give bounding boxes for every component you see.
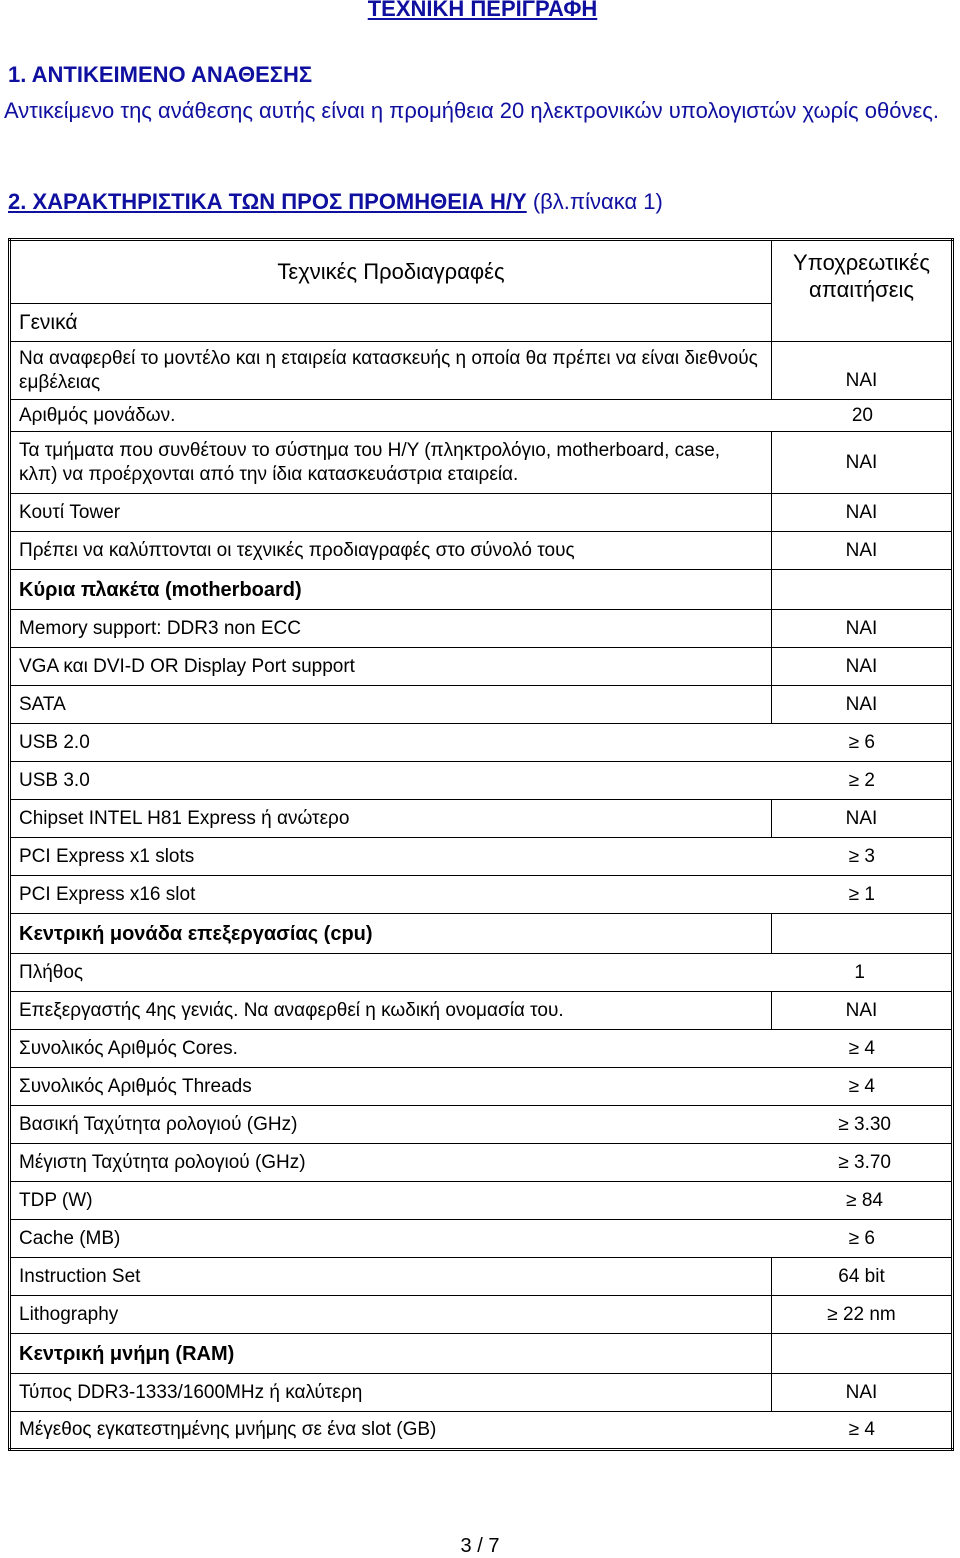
table-row-value: ΝΑΙ [772, 686, 953, 724]
table-row-label: Κουτί Tower [10, 494, 772, 532]
header-spec: Τεχνικές Προδιαγραφές [10, 240, 772, 304]
table-row-label: Μέγιστη Ταχύτητα ρολογιού (GHz) [19, 1151, 306, 1173]
table-row-merged [10, 1220, 953, 1258]
section2-heading-title: 2. ΧΑΡΑΚΤΗΡΙΣΤΙΚΑ ΤΩΝ ΠΡΟΣ ΠΡΟΜΗΘΕΙΑ Η/Υ [8, 189, 527, 214]
table-row-value: 1 [854, 961, 865, 983]
table-row-value: ΝΑΙ [772, 992, 953, 1030]
table-section-label: Κεντρική μνήμη (RAM) [10, 1334, 772, 1374]
spec-table [8, 238, 954, 1451]
section2-heading-ref: (βλ.πίνακα 1) [526, 189, 663, 214]
table-row-label: TDP (W) [19, 1189, 93, 1211]
table-row-value [772, 1334, 953, 1374]
table-section-label: Κύρια πλακέτα (motherboard) [10, 570, 772, 610]
table-row-label: Μέγεθος εγκατεστημένης μνήμης σε ένα slot (GB) [19, 1419, 437, 1440]
table-row-value: ≥ 3 [848, 845, 875, 867]
table-row-value: ΝΑΙ [772, 800, 953, 838]
section1-heading: 1. ΑΝΤΙΚΕΙΜΕΝΟ ΑΝΑΘΕΣΗΣ [8, 62, 313, 87]
table-row-value: ≥ 84 [846, 1189, 883, 1211]
table-row-label: PCI Express x16 slot [19, 883, 196, 905]
table-row-value: ΝΑΙ [772, 532, 953, 570]
table-row-value: ΝΑΙ [772, 494, 953, 532]
table-row-value: 20 [851, 404, 873, 426]
table-row-label: USB 3.0 [19, 769, 90, 791]
table-row-label: Βασική Ταχύτητα ρολογιού (GHz) [19, 1113, 298, 1135]
table-row-value: ΝΑΙ [772, 342, 953, 400]
table-row-merged [10, 1182, 953, 1220]
table-row-label: Τύπος DDR3-1333/1600MHz ή καλύτερη [10, 1374, 772, 1412]
table-row-label: Συνολικός Αριθμός Cores. [19, 1037, 238, 1059]
table-row-label: Αριθμός μονάδων. [19, 404, 176, 426]
table-row-merged [10, 1412, 953, 1450]
table-row-value: ≥ 3.70 [838, 1151, 891, 1173]
table-row-label: Πλήθος [19, 961, 84, 983]
table-row-value: ΝΑΙ [772, 648, 953, 686]
section1-text: Αντικείμενο της ανάθεσης αυτής είναι η προμήθεια 20 ηλεκτρονικών υπολογιστών χωρίς οθόνες. [4, 98, 939, 123]
table-row-merged [10, 876, 953, 914]
section2-heading [8, 189, 663, 215]
table-row-merged [10, 762, 953, 800]
table-row-label: Να αναφερθεί το μοντέλο και η εταιρεία κατασκευής η οποία θα πρέπει να είναι διεθνούς εμβέλειας [10, 342, 772, 400]
table-row-value: ≥ 22 nm [772, 1296, 953, 1334]
table-row-label: Instruction Set [10, 1258, 772, 1296]
table-row-value: ΝΑΙ [772, 610, 953, 648]
table-row-value: ≥ 4 [848, 1419, 875, 1440]
table-row-value: ≥ 4 [848, 1037, 875, 1059]
table-row-value: ≥ 2 [848, 769, 875, 791]
table-row-value: ≥ 6 [848, 1227, 875, 1249]
table-row-value: ≥ 4 [848, 1075, 875, 1097]
table-row-label: Τα τμήματα που συνθέτουν το σύστημα του Η/Υ (πληκτρολόγιο, motherboard, case, κλπ) να προέρχονται από την ίδια κατασκευάστρια εταιρεία. [10, 432, 772, 494]
page-title: ΤΕΧΝΙΚΗ ΠΕΡΙΓΡΑΦΗ [367, 0, 598, 21]
table-row-label: Memory support: DDR3 non ECC [10, 610, 772, 648]
table-row-value [772, 914, 953, 954]
table-row-merged [10, 400, 953, 432]
header-req: Υποχρεωτικές απαιτήσεις [772, 240, 953, 342]
table-row-label: Lithography [10, 1296, 772, 1334]
table-row-value: ΝΑΙ [772, 1374, 953, 1412]
table-row-value: 64 bit [772, 1258, 953, 1296]
page-number: 3 / 7 [460, 1535, 500, 1557]
table-row-merged [10, 1106, 953, 1144]
table-row-value: ≥ 1 [848, 883, 875, 905]
table-row-label: Cache (MB) [19, 1227, 121, 1249]
table-row-label: VGA και DVI-D OR Display Port support [10, 648, 772, 686]
table-row-label: Γενικά [10, 304, 772, 342]
table-row-label: Επεξεργαστής 4ης γενιάς. Να αναφερθεί η κωδική ονομασία του. [10, 992, 772, 1030]
table-row-merged [10, 1030, 953, 1068]
table-row-value: ΝΑΙ [772, 432, 953, 494]
table-row-value: ≥ 3.30 [838, 1113, 891, 1135]
table-row-value [772, 570, 953, 610]
table-row-label: USB 2.0 [19, 731, 90, 753]
table-row-merged [10, 1068, 953, 1106]
table-section-label: Κεντρική μονάδα επεξεργασίας (cpu) [10, 914, 772, 954]
table-row-value: ≥ 6 [848, 731, 875, 753]
table-row-merged [10, 838, 953, 876]
table-row-label: Συνολικός Αριθμός Threads [19, 1075, 252, 1097]
table-row-merged [10, 724, 953, 762]
table-row-merged [10, 1144, 953, 1182]
table-row-merged [10, 954, 953, 992]
table-row-label: PCI Express x1 slots [19, 845, 195, 867]
table-row-label: SATA [10, 686, 772, 724]
table-row-label: Πρέπει να καλύπτονται οι τεχνικές προδιαγραφές στο σύνολό τους [10, 532, 772, 570]
table-row-label: Chipset INTEL H81 Express ή ανώτερο [10, 800, 772, 838]
